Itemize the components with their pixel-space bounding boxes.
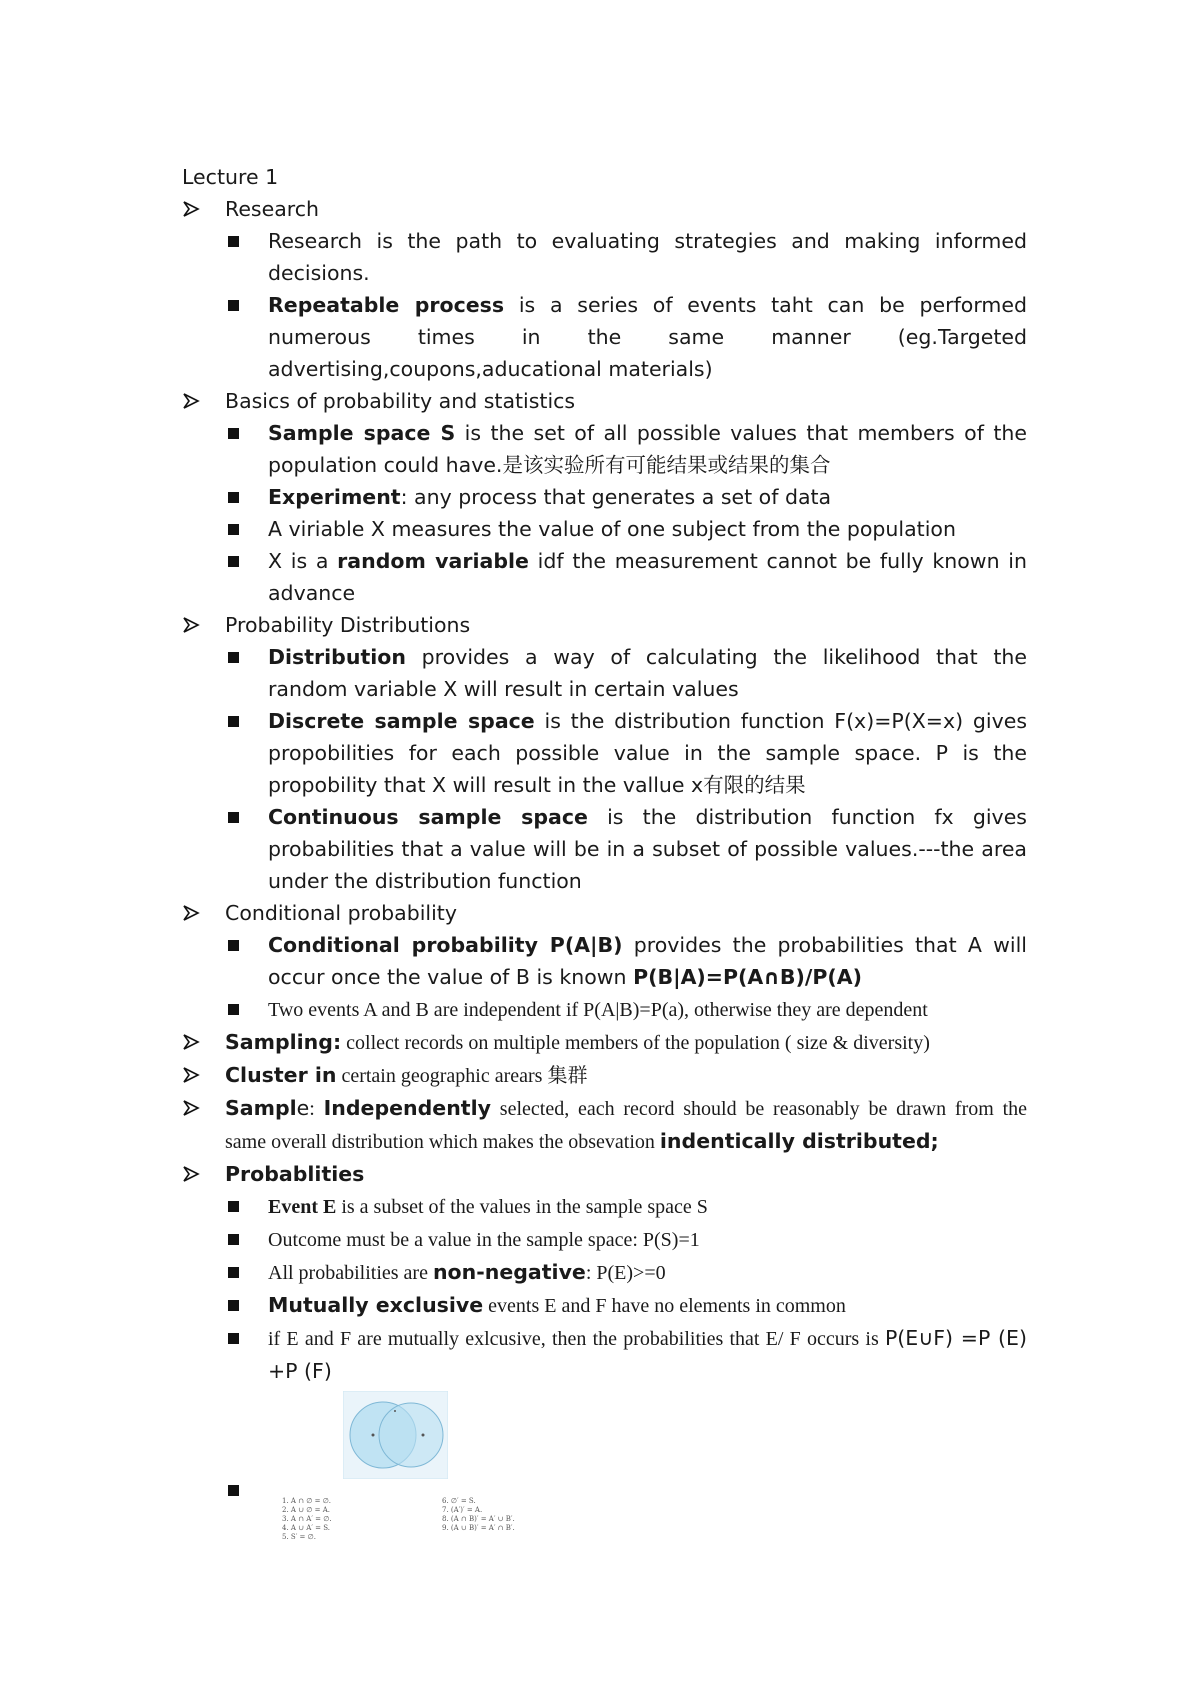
list-item [182,417,1027,481]
item-term: Sampling: [225,1030,342,1054]
section-heading-sampling [182,1026,1027,1059]
square-bullet-icon [228,652,239,663]
section-heading-text: Research [225,197,320,221]
item-term: Sampl [225,1096,297,1120]
square-bullet-icon [228,1300,239,1311]
item-text: is a subset of the values in the sample space S [336,1196,708,1218]
item-term: Independently [323,1096,491,1120]
set-identity: 3. A ∩ A′ = ∅. [282,1515,332,1523]
conditional-formula: P(B|A)=P(A∩B)/P(A) [633,965,862,989]
arrow-bullet-icon [182,193,204,225]
list-item [182,481,1027,513]
section-heading-probabilities [182,1158,1027,1190]
set-identity: 4. A ∪ A′ = S. [282,1524,331,1532]
list-item [182,1289,1027,1322]
list-item [182,513,1027,545]
set-identity: 7. (A′)′ = A. [442,1506,483,1514]
item-text: is the set of all possible values that members of the population could have.是该实验所有可能结果或结果的集合 [268,421,1027,477]
square-bullet-icon [228,428,239,439]
section-heading-cluster [182,1059,1027,1092]
arrow-bullet-icon [182,1092,204,1124]
item-text: events E and F have no elements in common [483,1295,846,1317]
list-item [182,1322,1027,1387]
item-text: idf the measurement cannot be fully known in advance [268,549,1027,605]
square-bullet-icon [228,1234,239,1245]
square-bullet-icon [228,236,239,247]
section-heading-sample [182,1092,1027,1158]
set-identities-image [282,1497,552,1567]
set-identities-left [282,1497,392,1567]
set-identity: 8. (A ∩ B)′ = A′ ∪ B′. [442,1515,515,1523]
union-formula: P(E∪F) =P (E) +P (F) [268,1326,1027,1383]
arrow-bullet-icon [182,609,204,641]
set-identity: 6. ∅′ = S. [442,1497,476,1505]
section-heading-research [182,193,1027,225]
square-bullet-icon [228,1201,239,1212]
list-item [182,641,1027,705]
list-item [182,289,1027,385]
arrow-bullet-icon [182,385,204,417]
item-text: : [309,1098,324,1120]
item-text: is the distribution function fx gives probabilities that a value will be in a subset of possible values.---the area under the distribution function [268,805,1027,893]
item-text: is the distribution function F(x)=P(X=x) gives propobilities for each possible value in the sample space. P is the propobility that X will result in the vallue x有限的结果 [268,709,1028,797]
item-text: is a series of events taht can be performed numerous times in the same manner (eg.Targeted advertising,coupons,aducational materials) [268,293,1027,381]
square-bullet-icon [228,940,239,951]
section-heading-text: Probability Distributions [225,613,471,637]
item-text: : P(E)>=0 [585,1262,666,1284]
list-item [182,545,1027,609]
item-term: Cluster in [225,1063,337,1087]
section-heading-conditional [182,897,1027,929]
set-identity: 2. A ∪ ∅ = A. [282,1506,330,1514]
item-term: Distribution [268,645,406,669]
list-item [182,1190,1027,1223]
item-text: collect records on multiple members of the population ( size & diversity) [341,1032,930,1054]
item-text: certain geographic arears 集群 [336,1065,588,1087]
section-heading-text: Probablities [225,1162,365,1186]
section-heading-text: Conditional probability [225,901,457,925]
item-text: X is a [268,549,338,573]
square-bullet-icon [228,1267,239,1278]
square-bullet-icon [228,524,239,535]
list-item [182,993,1027,1026]
set-identity: 1. A ∩ ∅ = ∅. [282,1497,332,1505]
item-text: provides the probabilities that A will occur once the value of B is known [268,933,1027,989]
set-identities-right [442,1497,552,1567]
item-text: provides a way of calculating the likelihood that the random variable X will result in certain values [268,645,1027,701]
item-term: Discrete sample space [268,709,535,733]
item-term: Repeatable process [268,293,505,317]
arrow-bullet-icon [182,1158,204,1190]
list-item [182,1223,1027,1256]
arrow-bullet-icon [182,897,204,929]
list-item [182,929,1027,993]
item-text: All probabilities are [268,1262,433,1284]
list-item [182,801,1027,897]
item-text: Outcome must be a value in the sample space: P(S)=1 [268,1229,700,1251]
square-bullet-icon [228,1333,239,1344]
section-heading-text: Basics of probability and statistics [225,389,576,413]
item-text: Research is the path to evaluating strategies and making informed decisions. [268,229,1027,285]
square-bullet-icon [228,812,239,823]
item-term: random variable [337,549,529,573]
item-term: Conditional probability P(A|B) [268,933,623,957]
venn-circle-b [379,1403,443,1467]
item-text: selected, each record should be reasonably be drawn from the same overall distribution which makes the obsevation [225,1098,1028,1153]
section-heading-basics [182,385,1027,417]
item-text: Two events A and B are independent if P(A|B)=P(a), otherwise they are dependent [268,999,928,1021]
venn-diagram-image [343,1391,448,1479]
item-term: Experiment [268,485,401,509]
square-bullet-icon [228,300,239,311]
item-text: A viriable X measures the value of one subject from the population [268,517,956,541]
item-term: non-negative [432,1260,586,1284]
item-term: indentically distributed; [659,1129,939,1153]
arrow-bullet-icon [182,1059,204,1091]
item-term: Sample space S [268,421,456,445]
item-text: e [296,1096,310,1120]
square-bullet-icon [228,492,239,503]
item-text: : any process that generates a set of data [400,485,832,509]
list-item [182,225,1027,289]
square-bullet-icon [228,716,239,727]
page-title: Lecture 1 [182,165,279,189]
set-identity: 5. S′ = ∅. [282,1533,316,1541]
document-body [182,161,1027,1579]
square-bullet-icon [228,556,239,567]
item-text: if E and F are mutually exlcusive, then the probabilities that E/ F occurs is [268,1328,885,1350]
square-bullet-icon [228,1485,239,1496]
arrow-bullet-icon [182,1026,204,1058]
item-term: Event E [268,1196,337,1218]
item-term: Continuous sample space [268,805,588,829]
item-term: Mutually exclusive [268,1293,484,1317]
set-identity: 9. (A ∪ B)′ = A′ ∩ B′. [442,1524,515,1532]
list-item [182,705,1027,801]
square-bullet-icon [228,1004,239,1015]
list-item [182,1256,1027,1289]
figure-area [182,1387,1027,1579]
section-heading-distributions [182,609,1027,641]
